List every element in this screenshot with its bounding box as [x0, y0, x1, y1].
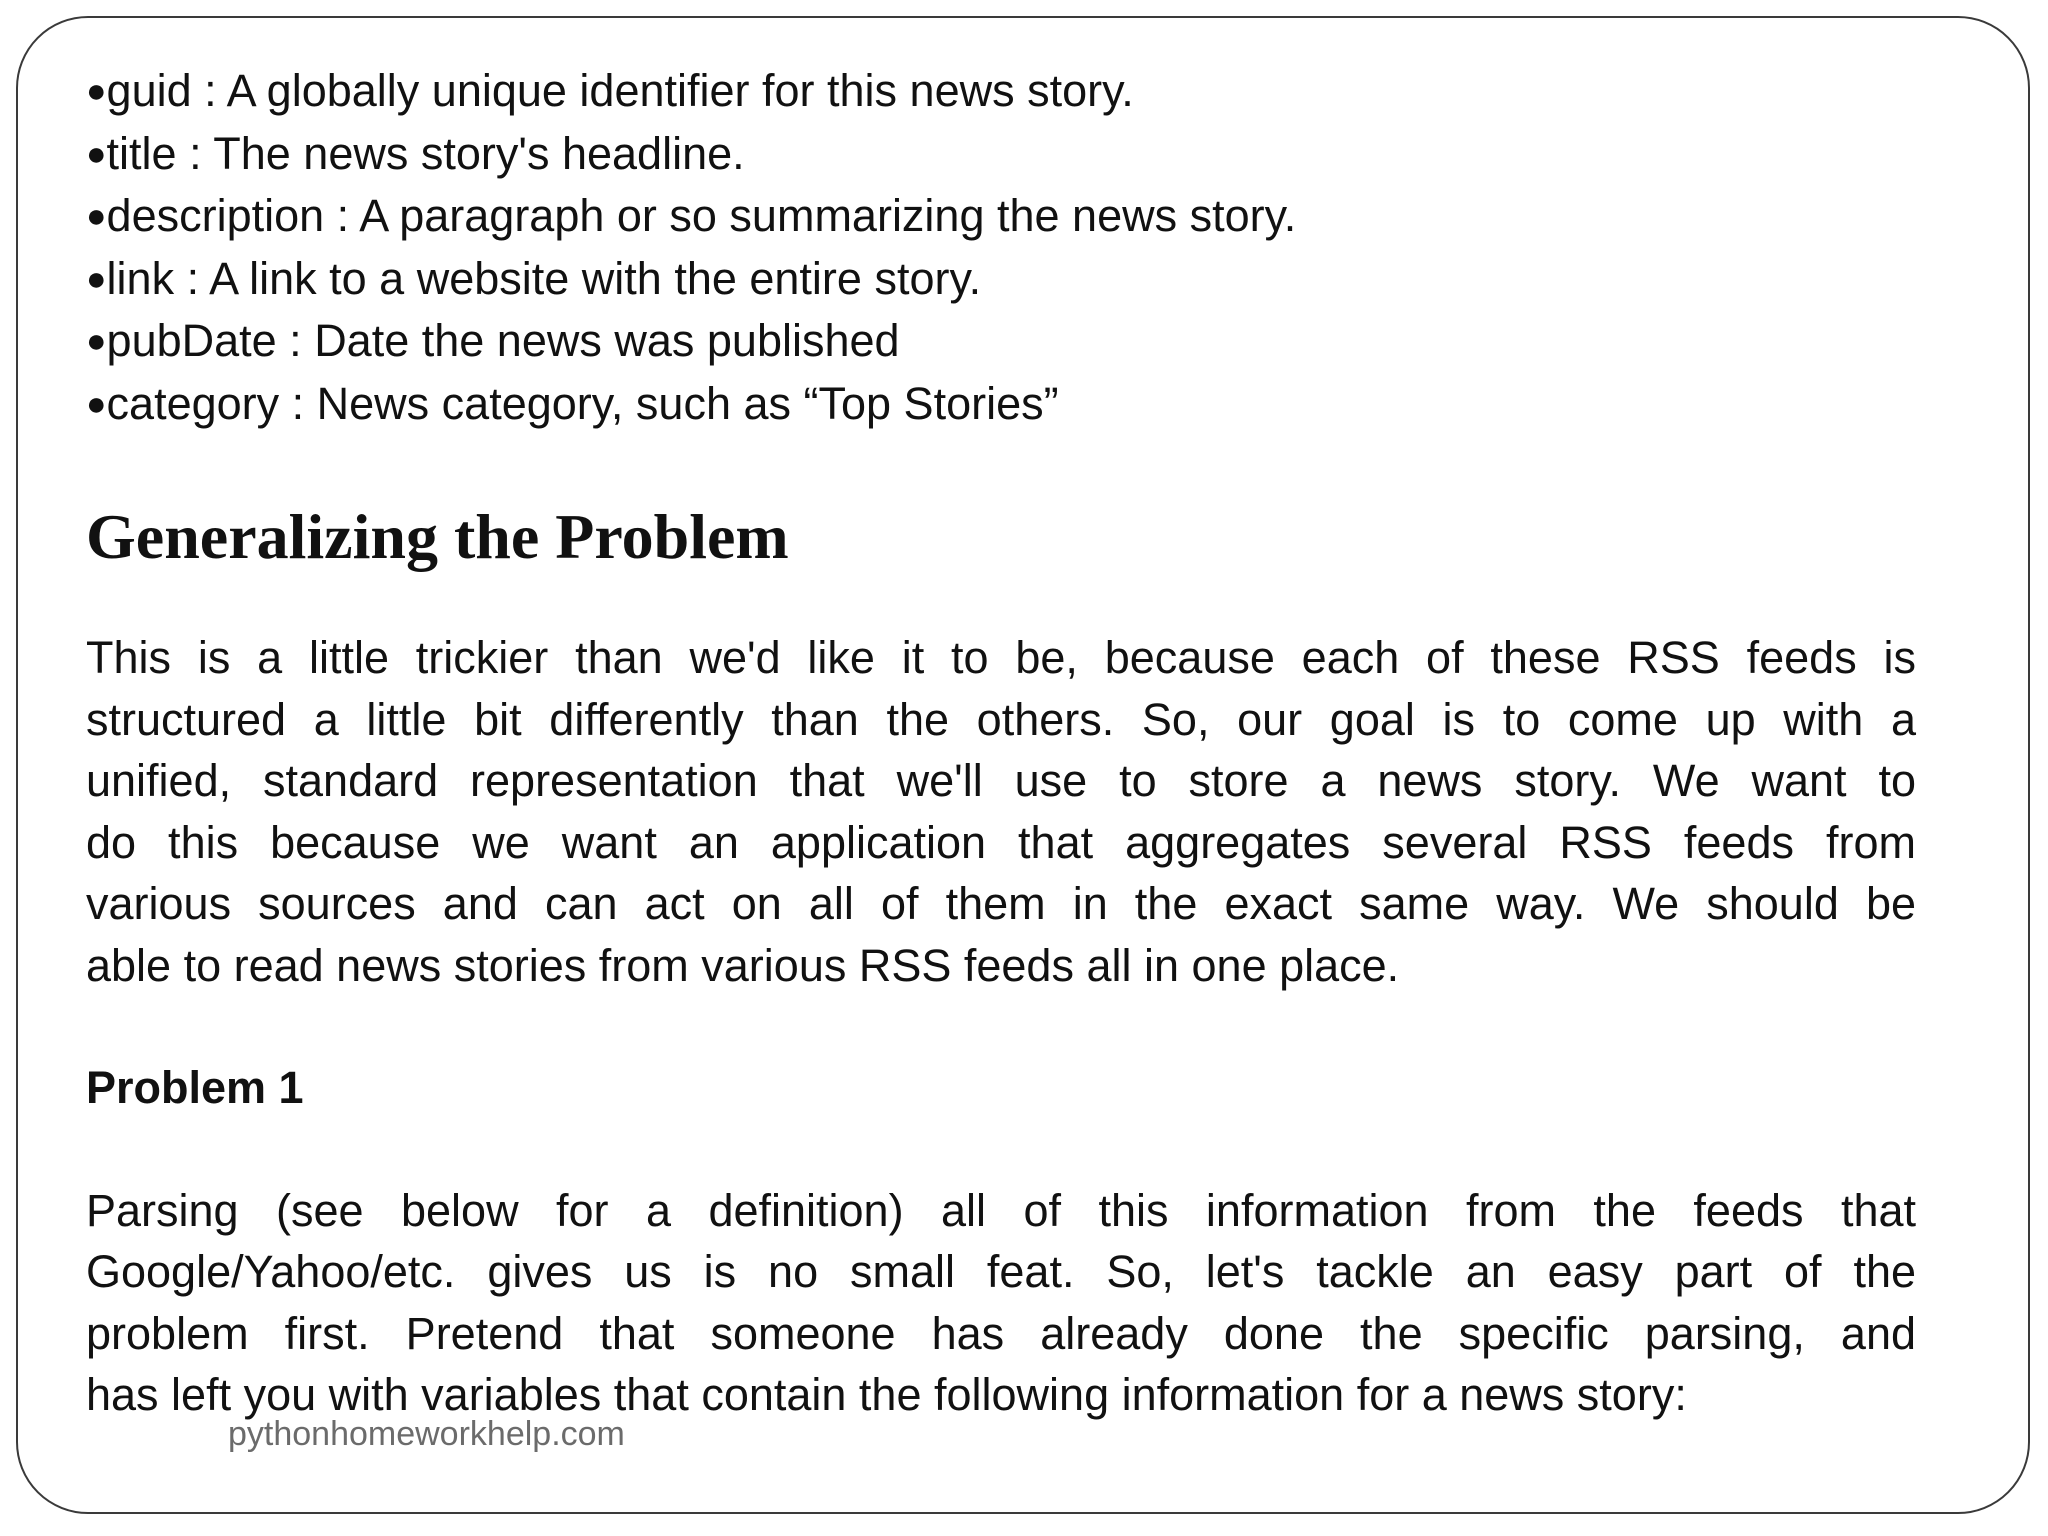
list-item-text: pubDate : Date the news was published	[106, 315, 900, 366]
list-item-text: link : A link to a website with the entire story.	[106, 252, 982, 304]
paragraph-line: problem first. Pretend that someone has already done the specific parsing, and	[86, 1307, 1916, 1359]
watermark: pythonhomeworkhelp.com	[228, 1415, 625, 1453]
intro-paragraph	[86, 627, 1916, 996]
paragraph-line: Parsing (see below for a definition) all of this information from the feeds that	[86, 1184, 1916, 1236]
list-item-text: guid : A globally unique identifier for this news story.	[106, 65, 1134, 116]
list-item-text: category : News category, such as “Top Stories”	[106, 377, 1059, 429]
list-item-text: description : A paragraph or so summarizing the news story.	[106, 190, 1297, 241]
list-item	[86, 185, 1916, 248]
paragraph-line: unified, standard representation that we'll use to store a news story. We want to	[86, 755, 1916, 806]
paragraph-line: able to read news stories from various RSS feeds all in one place.	[86, 939, 1400, 991]
bullet-icon: ●	[86, 134, 107, 173]
bullet-icon: ●	[86, 259, 107, 298]
list-item	[86, 373, 1916, 436]
list-item	[86, 60, 1916, 123]
list-item	[86, 248, 1916, 311]
list-item	[86, 310, 1916, 373]
list-item	[86, 123, 1916, 186]
paragraph-line: Google/Yahoo/etc. gives us is no small feat. So, let's tackle an easy part of the	[86, 1246, 1916, 1297]
paragraph-line: do this because we want an application that aggregates several RSS feeds from	[86, 816, 1916, 868]
section-heading: Generalizing the Problem	[86, 501, 789, 572]
bullet-icon: ●	[86, 384, 107, 423]
bullet-icon: ●	[86, 197, 107, 235]
paragraph-line: various sources and can act on all of them in the exact same way. We should be	[86, 878, 1916, 929]
bullet-icon: ●	[86, 72, 107, 110]
paragraph-line: structured a little bit differently than the others. So, our goal is to come up with a	[86, 693, 1916, 745]
slide-content	[86, 60, 1916, 1426]
bullet-icon: ●	[86, 322, 107, 360]
problem-paragraph	[86, 1180, 1916, 1426]
paragraph-line: has left you with variables that contain the following information for a news story:	[86, 1369, 1687, 1420]
list-item-text: title : The news story's headline.	[106, 127, 745, 179]
paragraph-line: This is a little trickier than we'd like it to be, because each of these RSS feeds is	[86, 632, 1916, 683]
field-list	[86, 60, 1916, 435]
problem-heading: Problem 1	[86, 1062, 304, 1113]
